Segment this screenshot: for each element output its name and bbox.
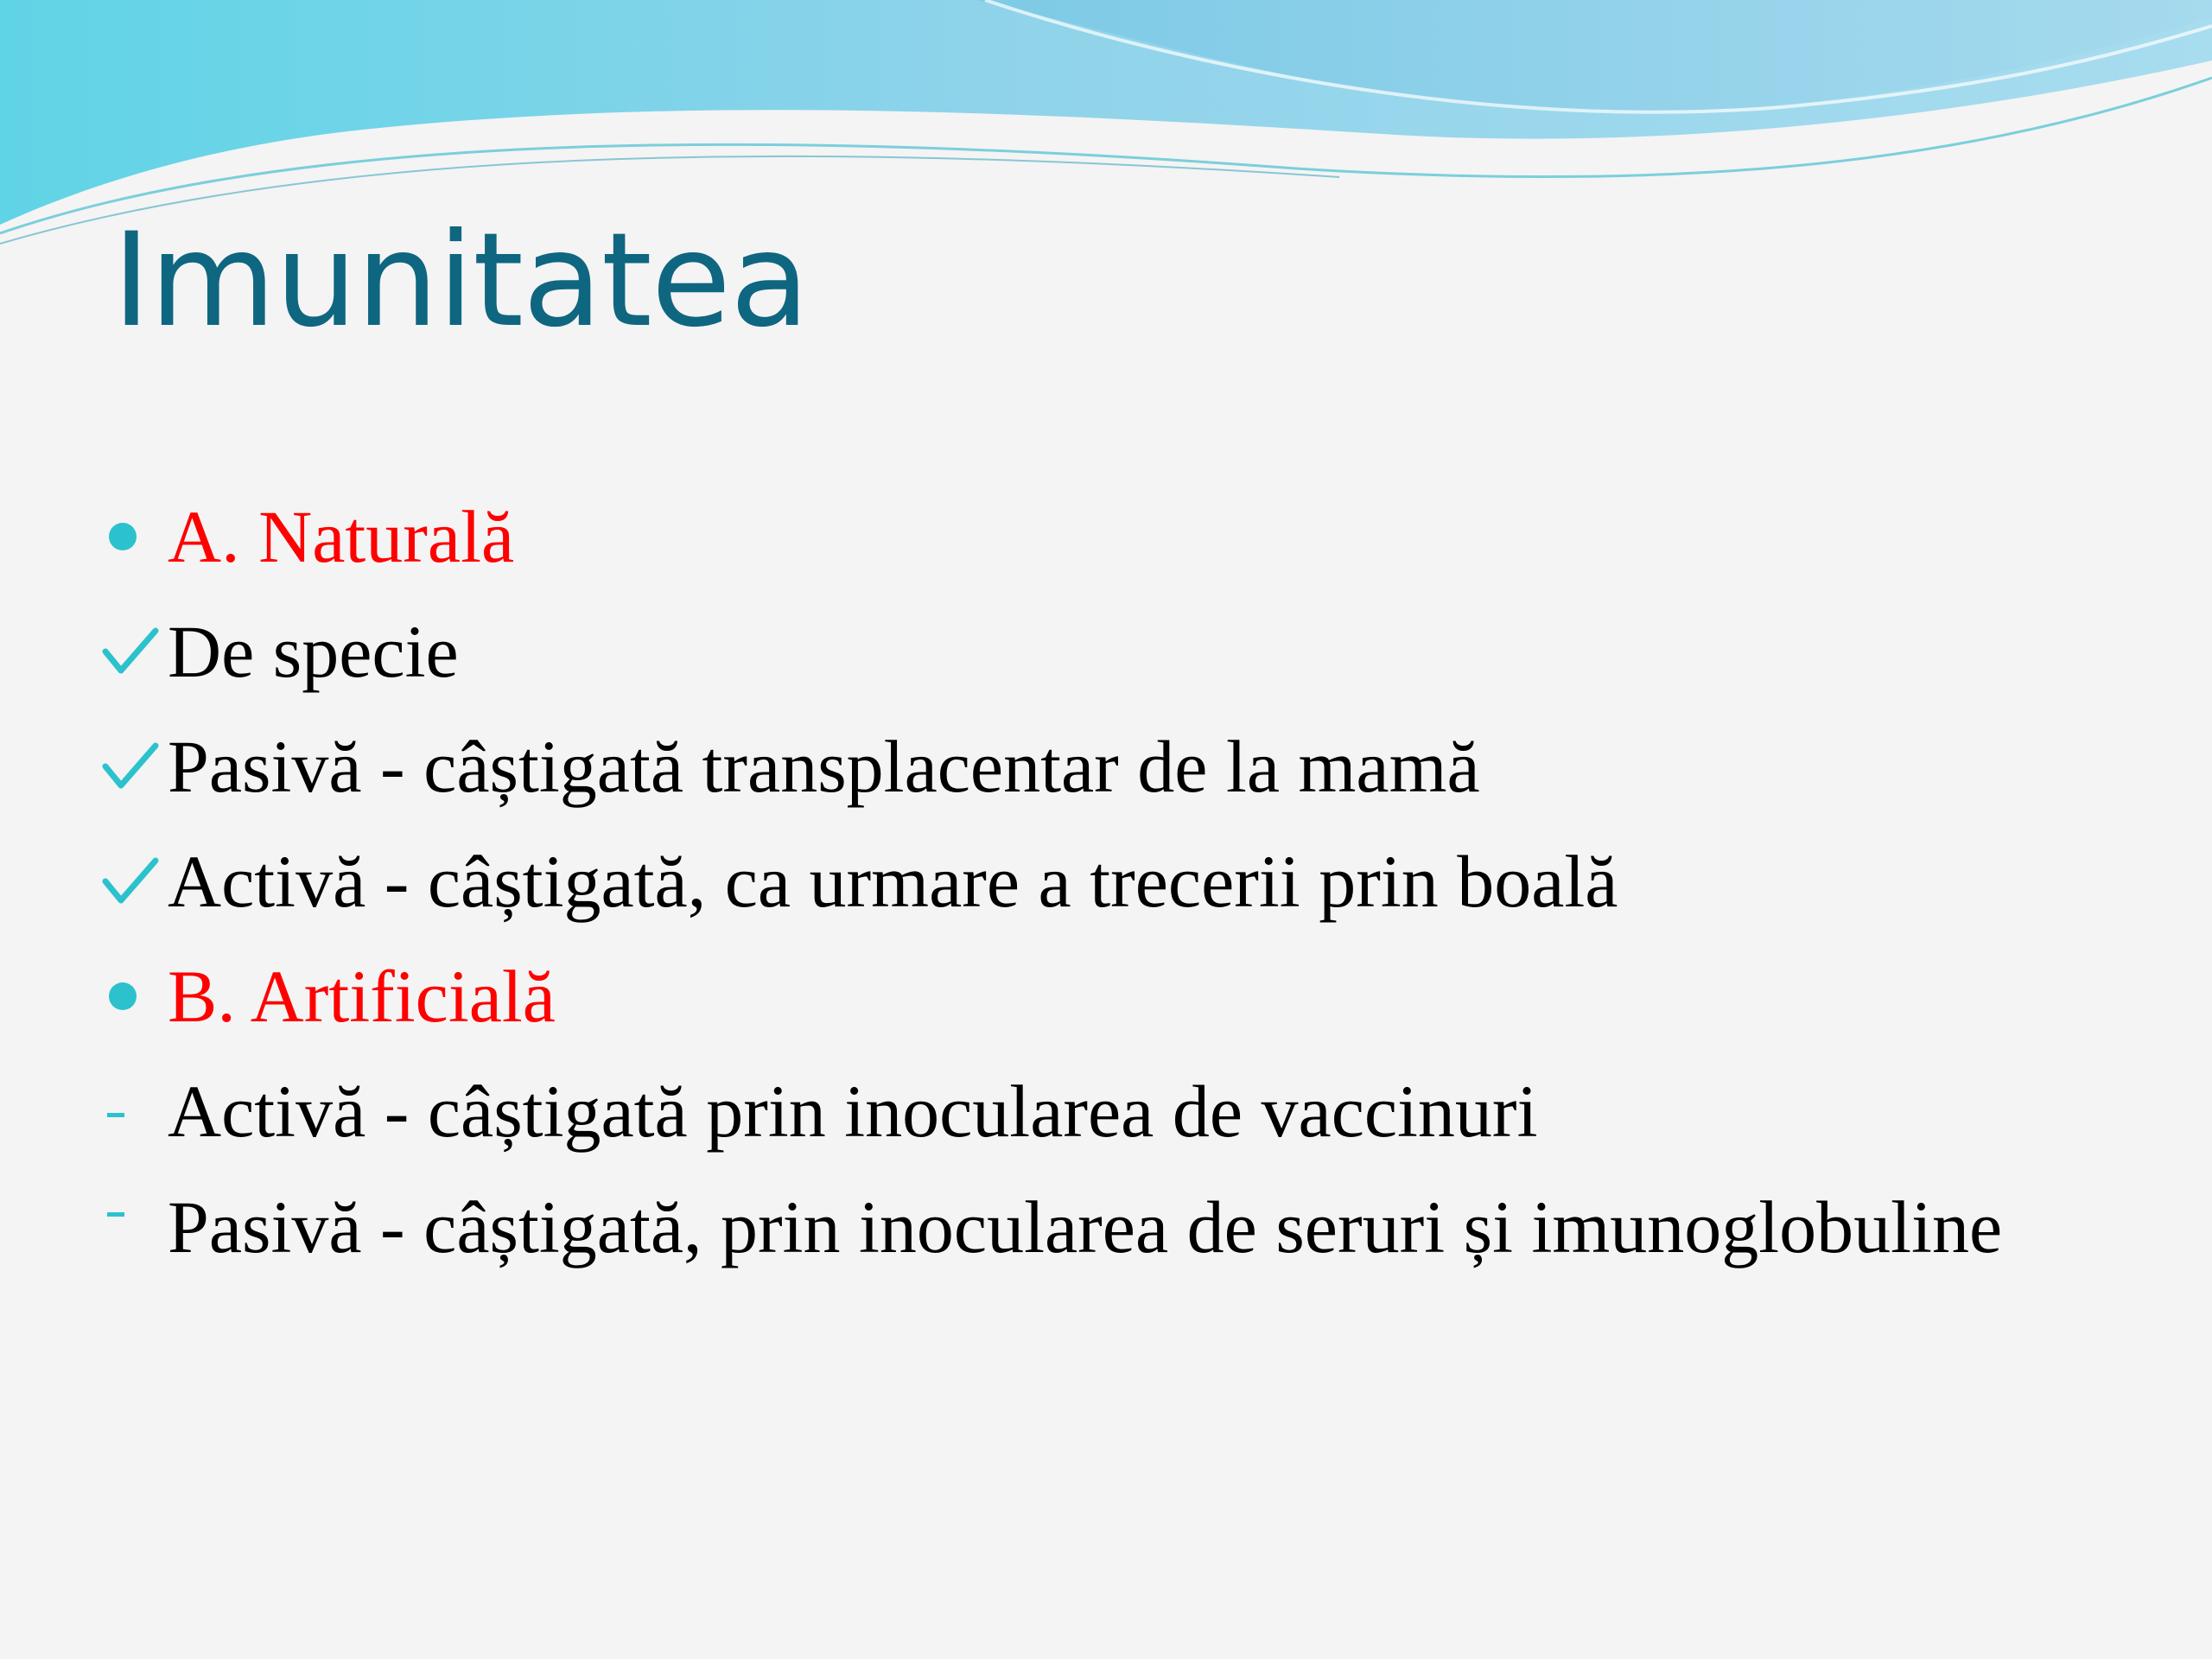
bullet-list (102, 480, 2089, 1274)
list-item-text: De specie (168, 610, 459, 693)
bullet-dot-icon (102, 480, 162, 594)
list-item-text: Pasivă - câștigată, prin inocularea de seruri și imunoglobuline (168, 1185, 2003, 1268)
checkmark-icon (102, 594, 162, 709)
list-item (102, 594, 2089, 709)
list-item (102, 480, 2089, 594)
bullet-dot-icon (102, 939, 162, 1054)
list-item-text: Pasivă - câștigată transplacentar de la mamă (168, 725, 1480, 808)
dash-icon (102, 1054, 162, 1169)
list-item-text: A. Naturală (168, 495, 515, 578)
checkmark-icon (102, 709, 162, 824)
checkmark-icon (102, 824, 162, 939)
list-item-text: Activă - câștigată, ca urmare a trecerii prin boală (168, 840, 1618, 923)
list-item (102, 709, 2089, 824)
dash-icon (102, 1169, 162, 1284)
list-item-text: B. Artificială (168, 955, 556, 1038)
list-item-text: Activă - câștigată prin inocularea de vaccinuri (168, 1070, 1538, 1153)
list-item (102, 1169, 2089, 1274)
list-item (102, 824, 2089, 939)
list-item (102, 1054, 2089, 1169)
list-item (102, 939, 2089, 1054)
slide-title: Imunitatea (112, 206, 809, 356)
